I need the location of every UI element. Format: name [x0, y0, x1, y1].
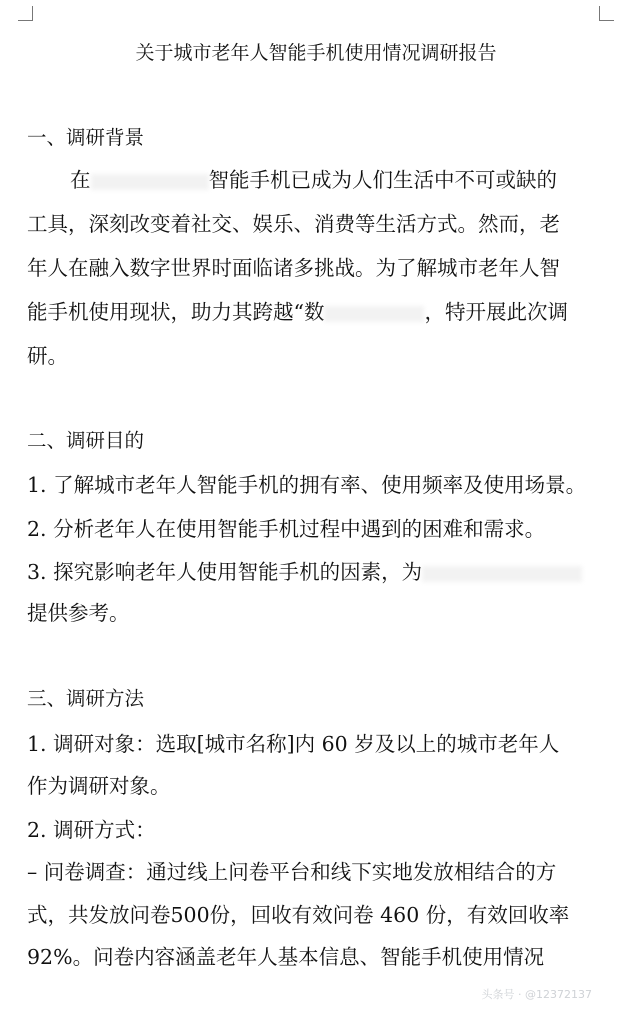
list-item: 2. 调研方式：: [27, 818, 156, 842]
list-item: 2. 分析老年人在使用智能手机过程中遇到的困难和需求。: [27, 517, 546, 541]
paragraph-line: – 问卷调查：通过线上问卷平台和线下实地发放相结合的方: [27, 860, 557, 884]
list-item: 1. 调研对象：选取[城市名称]内 60 岁及以上的城市老年人: [27, 732, 560, 756]
paragraph-line: 研。: [27, 344, 68, 368]
section-heading-purpose: 二、调研目的: [27, 429, 145, 452]
page-corner-mark-top-right: [599, 6, 614, 21]
page-corner-mark-top-left: [18, 6, 33, 21]
list-item-continuation: 提供参考。: [27, 601, 130, 625]
redacted-text: [91, 174, 209, 190]
paragraph-line: 92%。问卷内容涵盖老年人基本信息、智能手机使用情况: [27, 945, 545, 969]
list-item-continuation: 作为调研对象。: [27, 774, 171, 798]
section-heading-methods: 三、调研方法: [27, 687, 145, 710]
paragraph-line: 工具，深刻改变着社交、娱乐、消费等生活方式。然而，老: [27, 212, 560, 236]
document-title: 关于城市老年人智能手机使用情况调研报告: [135, 42, 497, 64]
redacted-text: [422, 566, 582, 582]
paragraph-line: 能手机使用现状，助力其跨越“数 ，特开展此次调: [27, 300, 568, 324]
section-heading-background: 一、调研背景: [27, 126, 145, 149]
watermark: 头条号 · @12372137: [481, 988, 592, 1001]
paragraph-line: 年人在融入数字世界时面临诸多挑战。为了解城市老年人智: [27, 256, 560, 280]
list-item: 3. 探究影响老年人使用智能手机的因素，为: [27, 557, 582, 587]
list-item: 1. 了解城市老年人智能手机的拥有率、使用频率及使用场景。: [27, 473, 587, 497]
paragraph-line: 在 智能手机已成为人们生活中不可或缺的: [70, 168, 557, 192]
redacted-text: [324, 306, 424, 322]
paragraph-line: 式，共发放问卷500份，回收有效问卷 460 份，有效回收率: [27, 903, 570, 927]
